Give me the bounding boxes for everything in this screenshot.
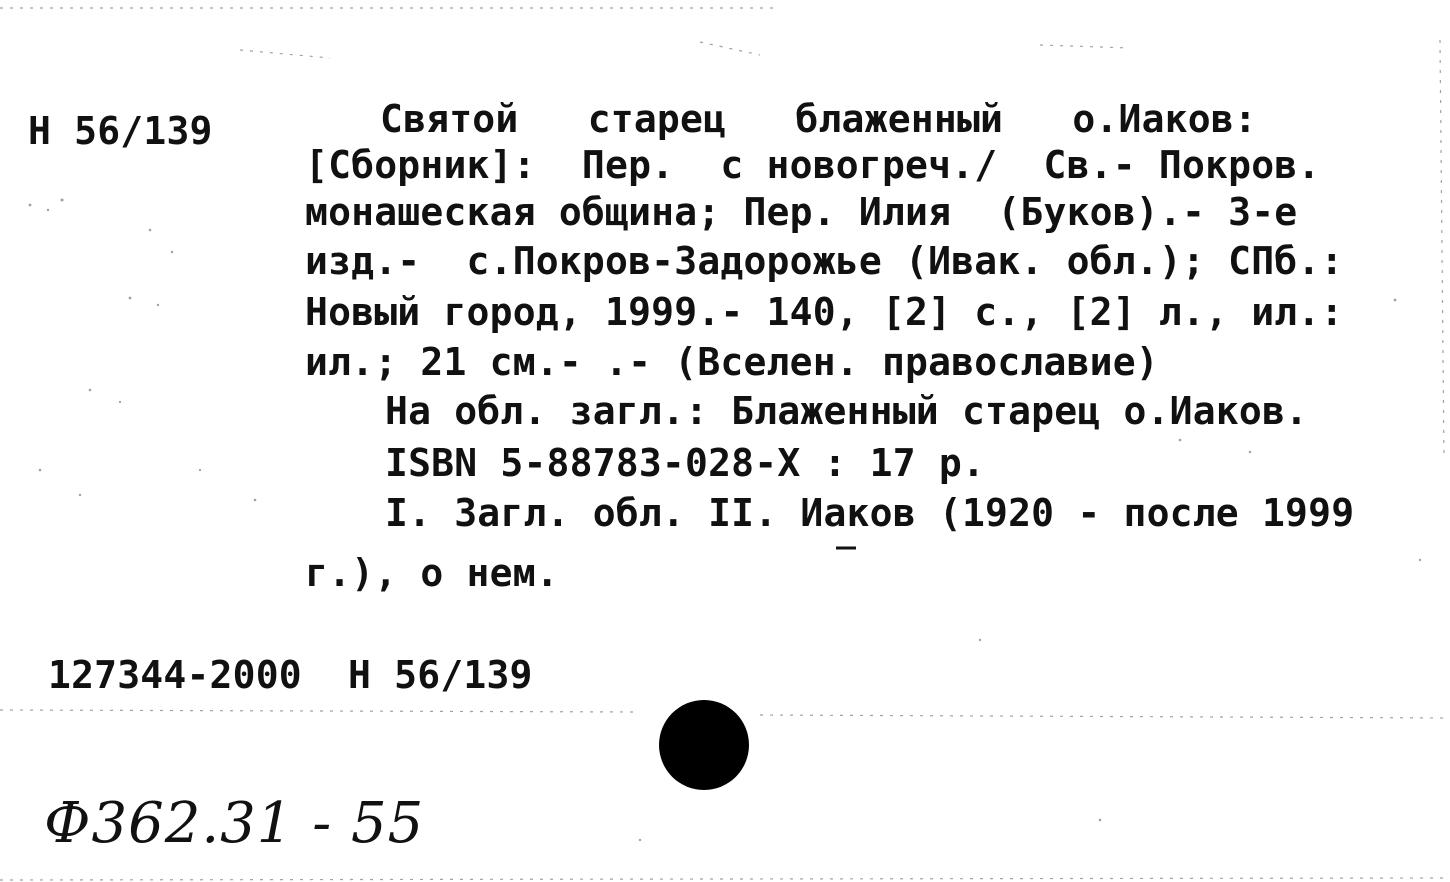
title-line-4: изд.- с.Покров-Задорожье (Ивак. обл.); СПб.: [305, 239, 1344, 283]
tracings-tail: г.), о нем. [305, 551, 559, 595]
cover-title-note: На обл. загл.: Блаженный старец о.Иаков. [385, 389, 1309, 433]
isbn-note: ISBN 5-88783-028-X : 17 р. [385, 441, 986, 485]
tracings-note: I. Загл. обл. II. Иаков (1920 - после 1999 [385, 491, 1355, 535]
handwritten-shelfmark [40, 780, 540, 870]
handwritten-shelfmark-text: Ф362.31 - 55 [44, 791, 425, 856]
title-line-5: Новый город, 1999.- 140, [2] с., [2] л., ил.: [305, 290, 1344, 334]
title-line-3: монашеская община; Пер. Илия (Буков).- 3-е [305, 190, 1298, 234]
title-line-6: ил.; 21 см.- .- (Вселен. православие) [305, 340, 1159, 384]
title-line-2: [Сборник]: Пер. с новогреч./ Св.- Покров. [305, 143, 1321, 187]
title-line-1: Святой старец блаженный о.Иаков: [380, 97, 1257, 141]
punch-hole [659, 700, 749, 790]
call-number: Н 56/139 [28, 109, 213, 153]
accession-number: 127344-2000 Н 56/139 [48, 653, 533, 697]
